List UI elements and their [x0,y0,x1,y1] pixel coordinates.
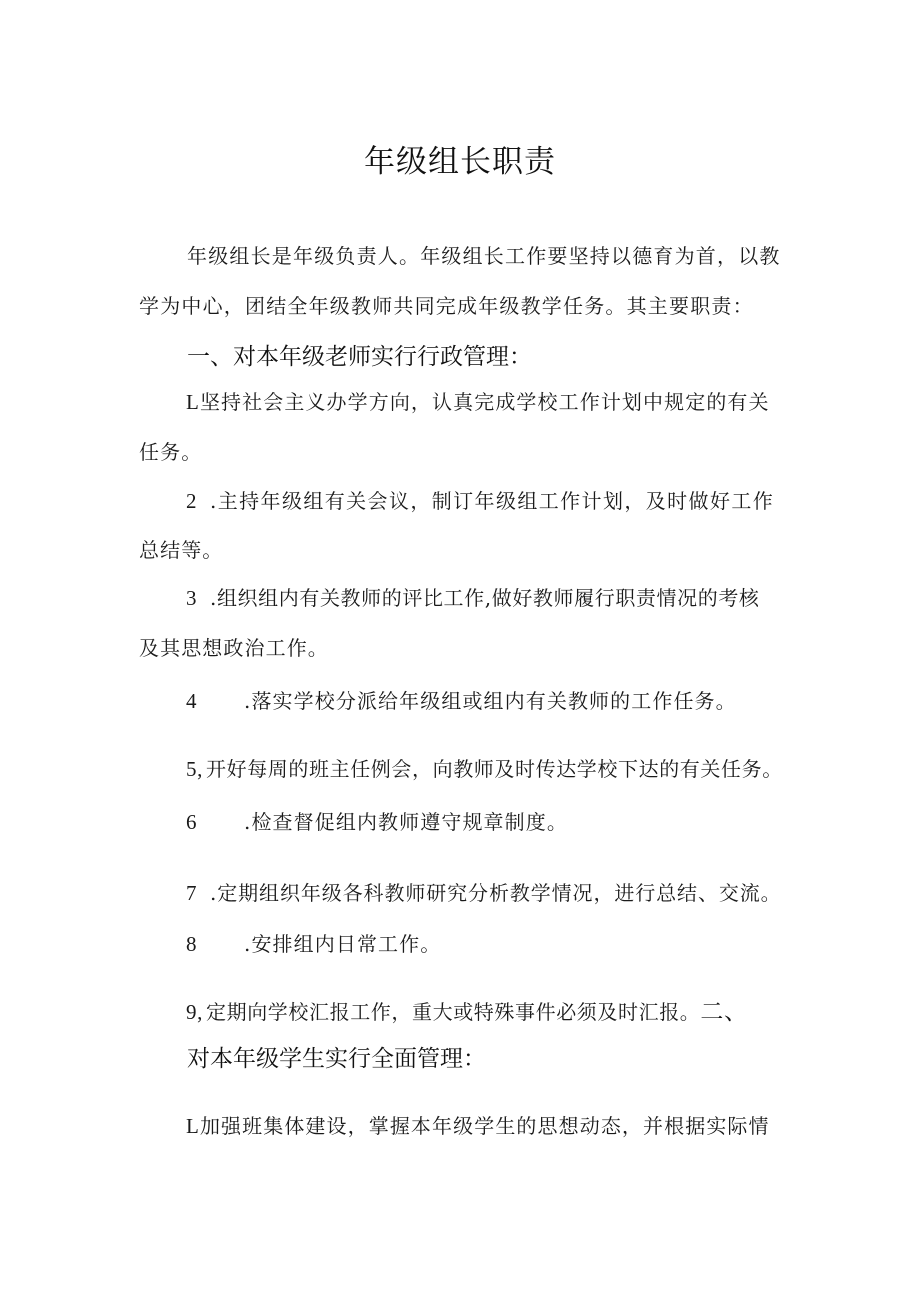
document-title: 年级组长职责 [364,144,556,180]
list-item-2-cont: 总结等。 [139,538,224,562]
item-number: 2 [186,489,198,513]
section-2-heading-prefix: 二、 [700,999,748,1025]
list-item-3 [186,582,760,611]
item-text: .落实学校分派给年级组或组内有关教师的工作任务。 [244,689,737,713]
item-text: 定期向学校汇报工作，重大或特殊事件必须及时汇报。 [206,1000,701,1024]
list-item-8 [186,928,441,957]
list-item-1-cont: 任务。 [139,440,203,464]
item-text: 坚持社会主义办学方向，认真完成学校工作计划中规定的有关 [199,390,770,414]
item-text: 开好每周的班主任例会，向教师及时传达学校下达的有关任务。 [206,757,783,781]
item-number: 5, [186,757,203,781]
item-number: 8 [186,932,198,956]
item-text: .定期组织年级各科教师研究分析教学情况，进行总结、交流。 [210,881,782,905]
section-2-heading: 对本年级学生实行全面管理： [187,1046,486,1072]
item-number: 6 [186,810,198,834]
item-text: .主持年级组有关会议，制订年级组工作计划，及时做好工作 [210,489,775,513]
list-item-6 [186,806,568,835]
item-number: L [186,1114,200,1138]
item-text: 加强班集体建设，掌握本年级学生的思想动态，并根据实际情 [199,1114,770,1138]
section-1-heading: 一、对本年级老师实行行政管理： [187,344,532,370]
list-item-5 [186,753,783,782]
list-item-4 [186,685,737,714]
item-number: 7 [186,881,198,905]
section-2-list-item-1 [186,1110,770,1139]
intro-line-1: 年级组长是年级负责人。年级组长工作要坚持以德育为首，以教 [187,244,781,268]
item-number: 9, [186,1000,203,1024]
item-text: .检查督促组内教师遵守规章制度。 [244,810,568,834]
item-number: 4 [186,689,198,713]
item-text: .安排组内日常工作。 [244,932,442,956]
list-item-9 [186,993,748,1026]
list-item-7 [186,877,782,906]
intro-line-2: 学为中心，团结全年级教师共同完成年级教学任务。其主要职责： [139,294,754,318]
item-number: L [186,390,200,414]
list-item-1 [186,386,770,415]
item-number: 3 [186,586,198,610]
item-text: .组织组内有关教师的评比工作,做好教师履行职责情况的考核 [210,586,760,610]
list-item-3-cont: 及其思想政治工作。 [139,636,329,660]
list-item-2 [186,485,774,514]
